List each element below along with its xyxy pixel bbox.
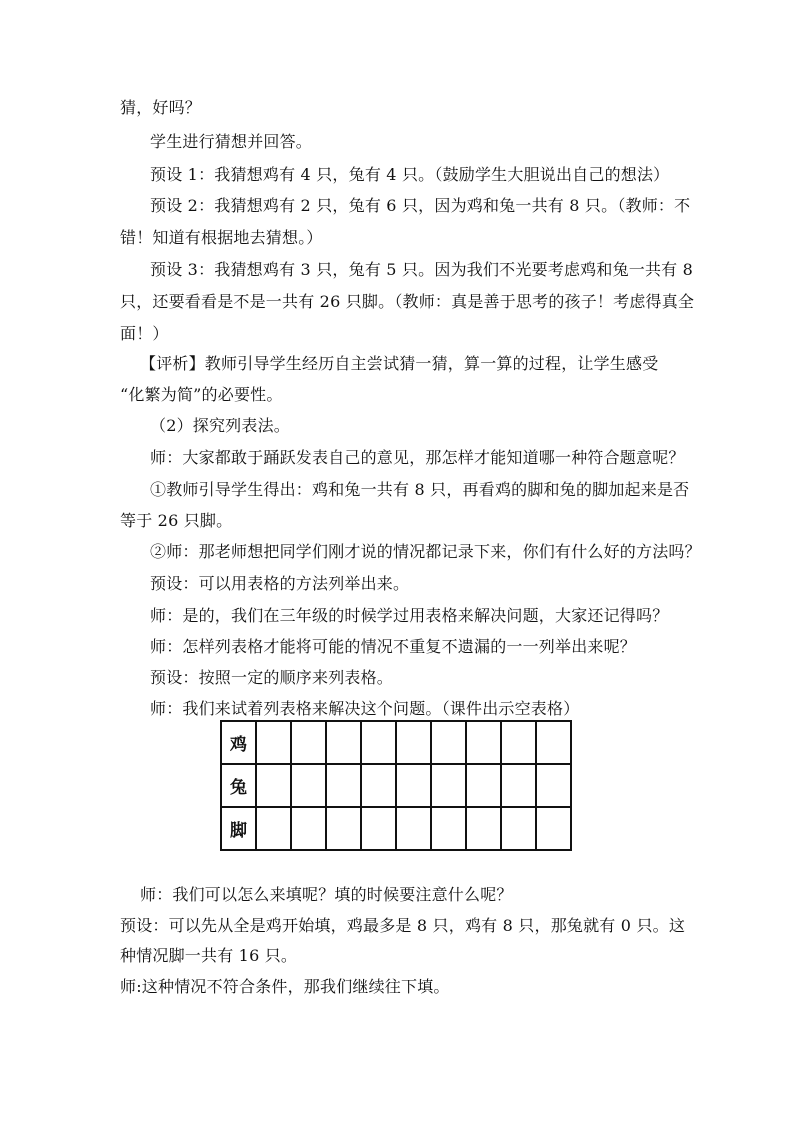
paragraph-line: 师:这种情况不符合条件，那我们继续往下填。 <box>120 977 450 996</box>
paragraph-line: 预设 3：我猜想鸡有 3 只，兔有 5 只。因为我们不光要考虑鸡和兔一共有 8 <box>150 260 694 279</box>
table-cell-empty <box>256 807 291 850</box>
table-cell-empty <box>536 764 571 807</box>
paragraph-line: 预设 1：我猜想鸡有 4 只，兔有 4 只。（鼓励学生大胆说出自己的想法） <box>150 165 670 184</box>
table-cell-empty <box>431 721 466 764</box>
paragraph-line: 师：我们可以怎么来填呢？填的时候要注意什么呢？ <box>140 885 513 904</box>
paragraph-line: 种情况脚一共有 16 只。 <box>120 946 298 965</box>
paragraph-line: 师：怎样列表格才能将可能的情况不重复不遗漏的一一列举出来呢？ <box>150 637 637 656</box>
paragraph-line: 面！） <box>120 324 169 343</box>
table-row <box>221 764 571 807</box>
paragraph-line: 【评析】教师引导学生经历自主尝试猜一猜，算一算的过程，让学生感受 <box>140 354 659 373</box>
paragraph-line: 师：大家都敢于踊跃发表自己的意见，那怎样才能知道哪一种符合题意呢？ <box>150 448 685 467</box>
table-cell-empty <box>326 807 361 850</box>
table-cell-empty <box>291 721 326 764</box>
paragraph-line: 猜，好吗？ <box>120 98 202 117</box>
paragraph-line: 预设：按照一定的顺序来列表格。 <box>150 668 394 687</box>
table-cell-empty <box>396 807 431 850</box>
row-label: 脚 <box>221 807 256 850</box>
table-cell-empty <box>291 764 326 807</box>
table-cell-empty <box>256 764 291 807</box>
empty-listing-table <box>220 720 572 851</box>
table-cell-empty <box>536 721 571 764</box>
paragraph-line: ②师：那老师想把同学们刚才说的情况都记录下来，你们有什么好的方法吗？ <box>150 542 701 561</box>
paragraph-line: 预设：可以用表格的方法列举出来。 <box>150 574 410 593</box>
row-label: 兔 <box>221 764 256 807</box>
paragraph-line: ①教师引导学生得出：鸡和兔一共有 8 只，再看鸡的脚和兔的脚加起来是否 <box>150 480 690 499</box>
paragraph-line: “化繁为简”的必要性。 <box>120 385 283 404</box>
paragraph-line: 学生进行猜想并回答。 <box>150 132 313 151</box>
table-row <box>221 721 571 764</box>
paragraph-line: 师：是的，我们在三年级的时候学过用表格来解决问题，大家还记得吗？ <box>150 606 669 625</box>
table-cell-empty <box>466 721 501 764</box>
paragraph-line: 错！知道有根据地去猜想。） <box>120 228 323 247</box>
table-cell-empty <box>466 764 501 807</box>
paragraph-line: 等于 26 只脚。 <box>120 511 233 530</box>
table-cell-empty <box>361 721 396 764</box>
table-cell-empty <box>431 807 466 850</box>
table-cell-empty <box>396 764 431 807</box>
paragraph-line: 师：我们来试着列表格来解决这个问题。（课件出示空表格） <box>150 699 580 718</box>
table-cell-empty <box>501 721 536 764</box>
row-label: 鸡 <box>221 721 256 764</box>
table-cell-empty <box>466 807 501 850</box>
table-cell-empty <box>291 807 326 850</box>
table-cell-empty <box>361 764 396 807</box>
table-cell-empty <box>431 764 466 807</box>
table-row <box>221 807 571 850</box>
table-cell-empty <box>501 764 536 807</box>
section-heading: （2）探究列表法。 <box>150 416 290 435</box>
paragraph-line: 预设：可以先从全是鸡开始填，鸡最多是 8 只，鸡有 8 只，那兔就有 0 只。这 <box>120 916 686 935</box>
table-cell-empty <box>361 807 396 850</box>
table-cell-empty <box>536 807 571 850</box>
table-cell-empty <box>326 721 361 764</box>
paragraph-line: 只，还要看看是不是一共有 26 只脚。（教师：真是善于思考的孩子！考虑得真全 <box>120 292 695 311</box>
table-cell-empty <box>326 764 361 807</box>
table-cell-empty <box>396 721 431 764</box>
paragraph-line: 预设 2：我猜想鸡有 2 只，兔有 6 只，因为鸡和兔一共有 8 只。（教师：不 <box>150 196 691 215</box>
table-cell-empty <box>256 721 291 764</box>
table-cell-empty <box>501 807 536 850</box>
